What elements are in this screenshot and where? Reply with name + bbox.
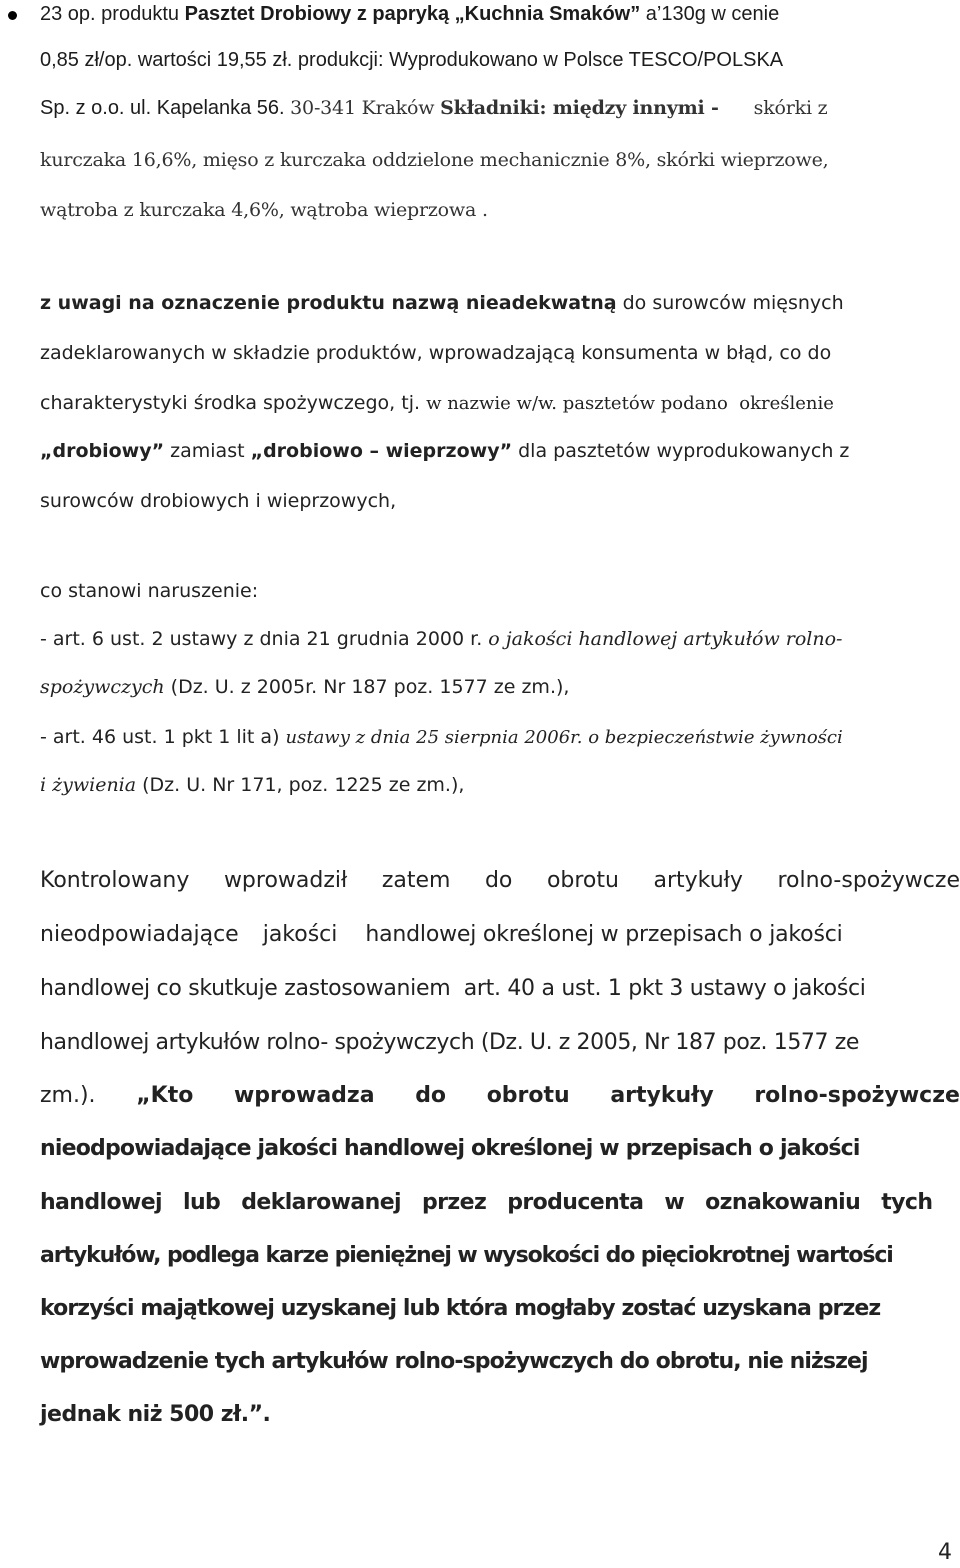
word: obrotu xyxy=(546,868,619,893)
word: zatem xyxy=(381,868,451,893)
paragraph-2-line-9: korzyści majątkowej uzyskanej lub która mogłaby zostać uzyskana przez xyxy=(40,1296,881,1321)
text-run: handlowej określonej w przepisach o jakości xyxy=(365,922,843,947)
text-run: z uwagi na oznaczenie produktu nazwą nieadekwatną xyxy=(40,292,617,314)
text-run: 30-341 Kraków xyxy=(290,97,441,119)
ingredients-label: Składniki: między innymi - xyxy=(440,97,719,119)
paragraph-1-line-5: surowców drobiowych i wieprzowych, xyxy=(40,490,397,512)
paragraph-2-line-10: wprowadzenie tych artykułów rolno-spożywczych do obrotu, nie niższej xyxy=(40,1349,868,1374)
text-run: i żywienia xyxy=(40,774,137,796)
paragraph-1-line-4 xyxy=(40,440,849,462)
text-run: 23 op. produktu xyxy=(40,3,185,25)
paragraph-2-line-2 xyxy=(40,922,960,947)
text-run: skórki z xyxy=(718,97,828,119)
text-run: (Dz. U. z 2005r. Nr 187 poz. 1577 ze zm.), xyxy=(164,676,570,698)
word: do xyxy=(484,868,513,893)
word: do xyxy=(415,1083,447,1108)
bullet-line-3 xyxy=(40,94,828,123)
paragraph-1-line-2: zadeklarowanych w składzie produktów, wprowadzającą konsumenta w błąd, co do xyxy=(40,342,832,364)
text-run: (Dz. U. Nr 171, poz. 1225 ze zm.), xyxy=(136,774,465,796)
word: artykuły xyxy=(653,868,743,893)
word: nieodpowiadające xyxy=(40,922,239,947)
violation-item-2-line-2 xyxy=(40,774,464,796)
paragraph-2-line-8: artykułów, podlega karze pieniężnej w wysokości do pięciokrotnej wartości xyxy=(40,1243,893,1268)
violation-item-1-line-2 xyxy=(40,676,569,698)
text-run: „drobiowo – wieprzowy” xyxy=(250,440,513,462)
violation-item-2-line-1 xyxy=(40,726,843,748)
text-run: dla pasztetów wyprodukowanych z xyxy=(512,440,850,462)
word: wprowadza xyxy=(233,1083,375,1108)
word: rolno-spożywcze xyxy=(754,1083,960,1108)
text-run: w nazwie w/w. pasztetów podano określenie xyxy=(426,393,834,414)
text-run: „drobiowy” xyxy=(40,440,165,462)
page-number: 4 xyxy=(938,1540,952,1565)
paragraph-2-line-6: nieodpowiadające jakości handlowej określonej w przepisach o jakości xyxy=(40,1136,860,1161)
paragraph-1-line-1 xyxy=(40,292,844,314)
word: rolno-spożywcze xyxy=(777,868,960,893)
word: wprowadził xyxy=(223,868,348,893)
product-name: Pasztet Drobiowy z papryką „Kuchnia Smaków” xyxy=(184,3,641,25)
word: „Kto xyxy=(136,1083,194,1108)
text-run: ustawy z dnia 25 sierpnia 2006r. o bezpieczeństwie żywności xyxy=(285,727,843,748)
text-run: a’130g w cenie xyxy=(640,3,780,25)
text-run: charakterystyki środka spożywczego, tj. xyxy=(40,392,427,414)
bullet-line-5: wątroba z kurczaka 4,6%, wątroba wieprzowa . xyxy=(40,199,488,221)
violation-item-1-line-1 xyxy=(40,628,842,650)
text-run: do surowców mięsnych xyxy=(616,292,844,314)
word: jakości xyxy=(262,922,338,947)
bullet-icon xyxy=(8,11,17,20)
paragraph-2-line-11: jednak niż 500 zł.”. xyxy=(40,1402,271,1427)
paragraph-2-line-3: handlowej co skutkuje zastosowaniem art. 40 a ust. 1 pkt 3 ustawy o jakości xyxy=(40,976,866,1001)
text-run: Sp. z o.o. ul. Kapelanka 56. xyxy=(40,97,291,119)
word: obrotu xyxy=(486,1083,570,1108)
word: zm.). xyxy=(40,1083,96,1108)
paragraph-2-line-5 xyxy=(40,1083,960,1108)
text-run: - art. 46 ust. 1 pkt 1 lit a) xyxy=(40,726,286,748)
violation-heading: co stanowi naruszenie: xyxy=(40,580,259,602)
paragraph-2-line-7: handlowej lub deklarowanej przez producenta w oznakowaniu tych xyxy=(40,1190,933,1215)
bullet-line-2: 0,85 zł/op. wartości 19,55 zł. produkcji: Wyprodukowano w Polsce TESCO/POLSKA xyxy=(40,49,784,71)
text-run: zamiast xyxy=(164,440,251,462)
text-run: spożywczych xyxy=(40,676,165,698)
word: artykuły xyxy=(610,1083,714,1108)
bullet-line-1 xyxy=(40,0,779,29)
word: Kontrolowany xyxy=(40,868,190,893)
text-run: o jakości handlowej artykułów rolno- xyxy=(488,628,843,650)
paragraph-2-line-4: handlowej artykułów rolno- spożywczych (Dz. U. z 2005, Nr 187 poz. 1577 ze xyxy=(40,1030,860,1055)
paragraph-2-line-1 xyxy=(40,868,960,893)
text-run: - art. 6 ust. 2 ustawy z dnia 21 grudnia 2000 r. xyxy=(40,628,489,650)
bullet-line-4: kurczaka 16,6%, mięso z kurczaka oddzielone mechanicznie 8%, skórki wieprzowe, xyxy=(40,149,829,171)
paragraph-1-line-3 xyxy=(40,392,834,414)
